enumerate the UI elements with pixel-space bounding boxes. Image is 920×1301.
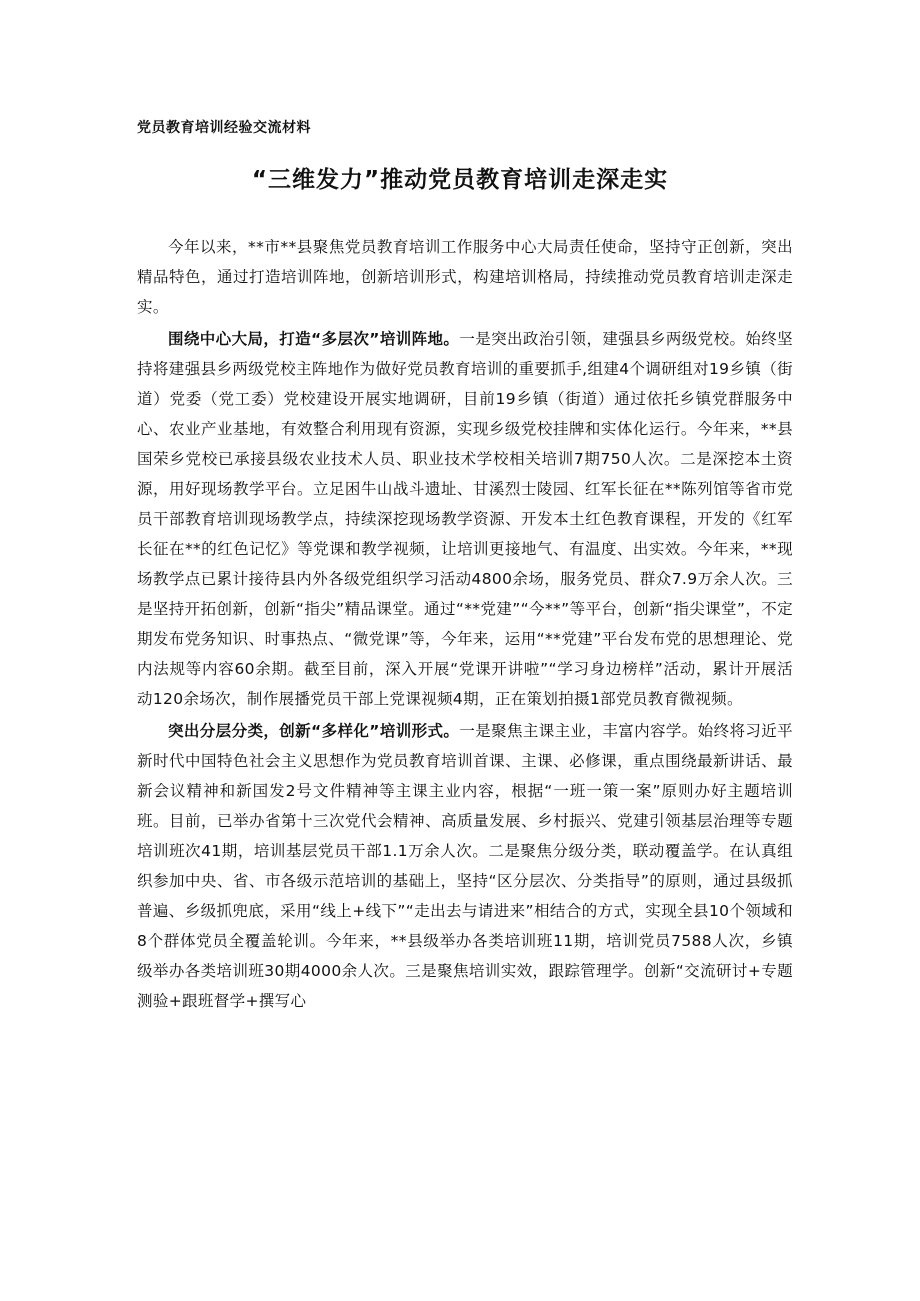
intro-paragraph xyxy=(137,232,793,322)
document-title: “三维发力”推动党员教育培训走深走实 xyxy=(251,167,669,193)
paragraph-lead: 突出分层分类，创新“多样化”培训形式。 xyxy=(168,722,460,740)
paragraph-text: 今年以来，**市**县聚焦党员教育培训工作服务中心大局责任使命，坚持守正创新，突出精品特色，通过打造培训阵地，创新培训形式，构建培训格局，持续推动党员教育培训走深走实。 xyxy=(137,238,793,316)
paragraph-text: 一是聚焦主课主业，丰富内容学。始终将习近平新时代中国特色社会主义思想作为党员教育培训首课、主课、必修课，重点围绕最新讲话、最新会议精神和新国发2号文件精神等主课主业内容，根据“一班一策一案”原则办好主题培训班。目前，已举办省第十三次党代会精神、高质量发展、乡村振兴、党建引领基层治理等专题培训班次41期，培训基层党员干部1.1万余人次。二是聚焦分级分类，联动覆盖学。在认真组织参加中央、省、市各级示范培训的基础上，坚持“区分层次、分类指导”的原则，通过县级抓普遍、乡级抓兜底，采用“线上+线下”“走出去与请进来”相结合的方式，实现全县10个领域和8个群体党员全覆盖轮训。今年来，**县级举办各类培训班11期，培训党员7588人次，乡镇级举办各类培训班30期4000余人次。三是聚焦培训实效，跟踪管理学。创新“交流研讨+专题测验+跟班督学+撰写心 xyxy=(137,722,793,1010)
paragraph-lead: 围绕中心大局，打造“多层次”培训阵地。 xyxy=(168,330,460,348)
paragraph-text: 一是突出政治引领，建强县乡两级党校。始终坚持将建强县乡两级党校主阵地作为做好党员教育培训的重要抓手,组建4个调研组对19乡镇（街道）党委（党工委）党校建设开展实地调研，目前19乡镇（街道）通过依托乡镇党群服务中心、农业产业基地，有效整合利用现有资源，实现乡级党校挂牌和实体化运行。今年来，**县国荣乡党校已承接县级农业技术人员、职业技术学校相关培训7期750人次。二是深挖本土资源，用好现场教学平台。立足困牛山战斗遗址、甘溪烈士陵园、红军长征在**陈列馆等省市党员干部教育培训现场教学点，持续深挖现场教学资源、开发本土红色教育课程，开发的《红军长征在**的红色记忆》等党课和教学视频，让培训更接地气、有温度、出实效。今年来，**现场教学点已累计接待县内外各级党组织学习活动4800余场，服务党员、群众7.9万余人次。三是坚持开拓创新，创新“指尖”精品课堂。通过“**党建”“今**”等平台，创新“指尖课堂”，不定期发布党务知识、时事热点、“微党课”等，今年来，运用“**党建”平台发布党的思想理论、党内法规等内容60余期。截至目前，深入开展“党课开讲啦”“学习身边榜样”活动，累计开展活动120余场次，制作展播党员干部上党课视频4期，正在策划拍摄1部党员教育微视频。 xyxy=(137,330,793,708)
document-category-label: 党员教育培训经验交流材料 xyxy=(137,120,311,136)
document-body xyxy=(137,232,793,1016)
section-paragraph-training-forms xyxy=(137,716,793,1016)
section-paragraph-training-bases xyxy=(137,324,793,714)
